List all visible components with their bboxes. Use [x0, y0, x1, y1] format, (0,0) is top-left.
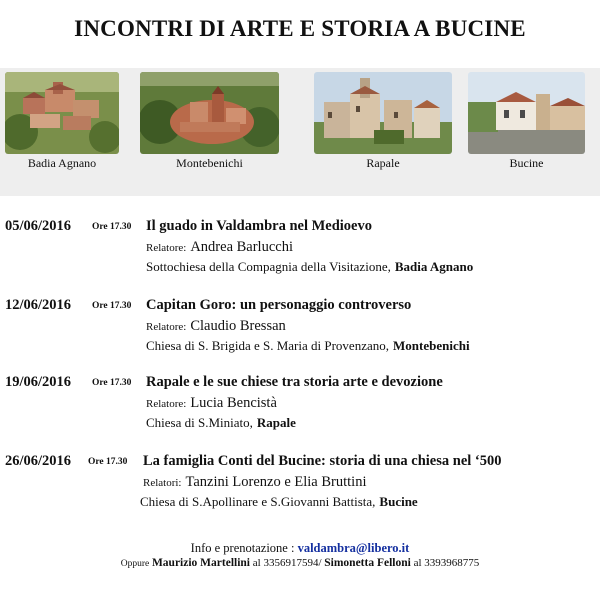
speaker-name: Andrea Barlucchi [190, 239, 293, 255]
speaker-name: Claudio Bressan [190, 318, 286, 334]
contacts-alt-label: Oppure [120, 559, 150, 569]
place-town: Rapale [256, 415, 296, 430]
poster-title: INCONTRI DI ARTE E STORIA A BUCINE [74, 16, 526, 41]
info-line [0, 541, 600, 556]
event-time: Ore 17.30 [92, 222, 132, 232]
event-title: Il guado in Valdambra nel Medioevo [146, 218, 372, 234]
event-1 [0, 218, 600, 280]
contact-2-phone: al 3393968775 [413, 557, 480, 569]
event-time: Ore 17.30 [92, 301, 132, 311]
event-time: Ore 17.30 [92, 378, 132, 388]
event-date: 26/06/2016 [5, 453, 72, 469]
event-date: 12/06/2016 [5, 297, 72, 313]
photo-montebenichi [140, 72, 279, 154]
speaker-name: Lucia Bencistà [190, 395, 277, 411]
event-date: 19/06/2016 [5, 374, 72, 390]
speaker-label: Relatore: [146, 242, 187, 254]
place-venue: Sottochiesa della Compagnia della Visitazione, [146, 259, 391, 274]
caption-badia-agnano: Badia Agnano [27, 156, 97, 170]
event-title: Capitan Goro: un personaggio controverso [146, 297, 412, 313]
email-link[interactable]: valdambra@libero.it [297, 541, 410, 555]
event-speaker [146, 317, 286, 335]
event-speaker [146, 394, 277, 412]
event-3 [0, 374, 600, 436]
speaker-name: Tanzini Lorenzo e Elia Bruttini [185, 474, 367, 490]
event-title: Rapale e le sue chiese tra storia arte e devozione [146, 374, 443, 390]
contact-1-phone: al 3356917594/ [252, 557, 322, 569]
event-place [140, 494, 418, 510]
event-4 [0, 453, 600, 515]
place-town: Bucine [379, 494, 418, 509]
event-title: La famiglia Conti del Bucine: storia di una chiesa nel ‘500 [143, 453, 502, 469]
caption-rapale: Rapale [366, 156, 400, 170]
caption-montebenichi: Montebenichi [176, 156, 243, 170]
place-town: Badia Agnano [394, 259, 474, 274]
event-place [146, 415, 296, 431]
event-2 [0, 297, 600, 359]
photo-bucine [468, 72, 585, 154]
event-place [146, 259, 473, 275]
event-date: 05/06/2016 [5, 218, 72, 234]
speaker-label: Relatori: [143, 477, 182, 489]
contacts-line [0, 557, 600, 569]
place-town: Montebenichi [393, 338, 470, 353]
info-label: Info e prenotazione : [190, 541, 295, 555]
contact-2-name: Simonetta Felloni [324, 557, 411, 569]
place-venue: Chiesa di S. Brigida e S. Maria di Provenzano, [146, 338, 389, 353]
speaker-label: Relatore: [146, 321, 187, 333]
place-venue: Chiesa di S.Miniato, [146, 415, 253, 430]
photo-rapale [314, 72, 452, 154]
event-time: Ore 17.30 [88, 457, 128, 467]
place-venue: Chiesa di S.Apollinare e S.Giovanni Battista, [140, 494, 376, 509]
event-place [146, 338, 470, 354]
event-speaker [143, 473, 366, 491]
contact-1-name: Maurizio Martellini [151, 557, 250, 569]
photo-badia-agnano [5, 72, 119, 154]
event-speaker [146, 238, 293, 256]
caption-bucine: Bucine [509, 156, 544, 170]
speaker-label: Relatore: [146, 398, 187, 410]
